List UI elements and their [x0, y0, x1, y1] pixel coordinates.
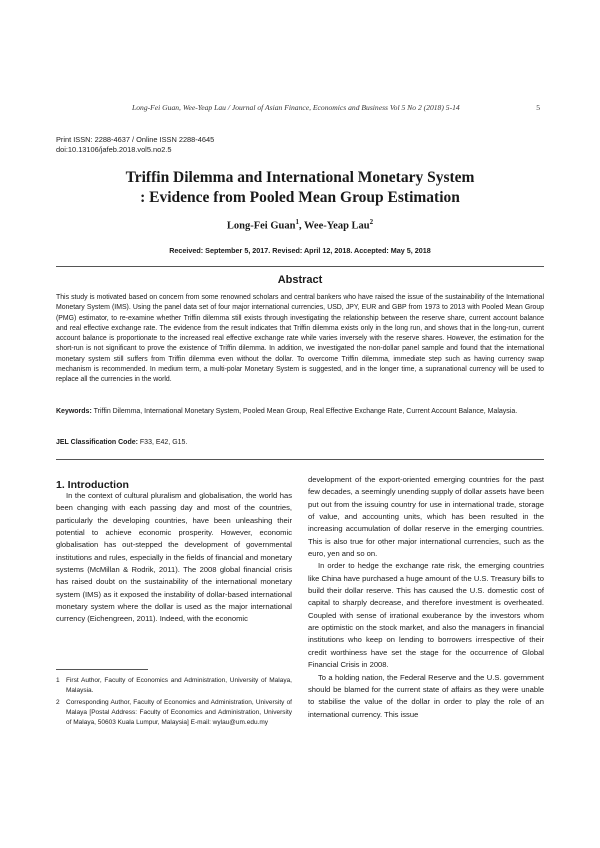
keywords-text: Triffin Dilemma, International Monetary System, Pooled Mean Group, Real Effective Exchange Rate, Current Account Balance, Malaysia.: [91, 408, 518, 415]
issn-block: [56, 135, 214, 155]
abstract-body: This study is motivated based on concern from some renowned scholars and central bankers who have raised the issue of the sustainability of the International Monetary System (IMS). Using the panel data set of four major international currencies, USD, JPY, EUR and GBP from 1973 to 2013 with Pooled Mean Group (PMG) estimator, to re-examine whether Triffin dilemma still exists through investigating the relationship between the reserve share, current account balance and real effective exchange rate. The evidence from the result indicates that Triffin dilemma exists only in the long run, and shows that in the long-run, current account balance is proportionate to the increased real effective exchange rate while varies inversely with the reserve shares. However, the estimation for the short-run is not significant to prove the existence of Triffin dilemma. In addition, we investigated the non-dollar panel sample and found that the international monetary system still suffers from Triffin dilemma even without the dollar. To overcome Triffin dilemma, immediate step such as having currency swap mechanism is recommended. In medium term, a multi-polar Monetary System is suggested, and in the longer time, a supranational currency will be used to replace all the currencies in the world.: [56, 294, 544, 384]
section-heading-introduction: 1. Introduction: [56, 479, 129, 491]
footnote-rule: [56, 669, 148, 670]
author-1-affiliation-mark: 1: [295, 218, 299, 226]
left-column: [56, 490, 292, 626]
doi-line[interactable]: doi:10.13106/jafeb.2018.vol5.no2.5: [56, 145, 172, 154]
title-line-2: : Evidence from Pooled Mean Group Estimation: [140, 189, 460, 206]
jel-codes: F33, E42, G15.: [137, 439, 188, 446]
title-line-1: Triffin Dilemma and International Monetary System: [125, 169, 475, 186]
body-paragraph: In order to hedge the exchange rate risk, the emerging countries like China have purchased a huge amount of the U.S. Treasury bills to build their dollar reserve. This has caused the U.S. domestic cost of capital to sharply decrease, and therefore investment is overheated. Coupled with sense of irrational exuberance by the investors whom are optimistic on the stock market, and also the managers in financial institutions who keep on lending to borrowers irrespective of their credit worthiness have set the stage for the occurrence of Global Financial Crisis in 2008.: [308, 561, 544, 670]
footnote-text: First Author, Faculty of Economics and Administration, University of Malaya, Malaysia.: [66, 677, 292, 694]
keywords-label: Keywords:: [56, 408, 92, 415]
received-dates: Received: September 5, 2017. Revised: April 12, 2018. Accepted: May 5, 2018: [169, 246, 431, 255]
body-paragraph: In the context of cultural pluralism and globalisation, the world has been changing with each passing day and most of the countries, particularly the developing countries, have been unleashing their potential to achieve economic prosperity. However, economic globalisation has out-stepped the development of governmental institutions and rules, especially in the fields of financial and monetary systems (McMillan & Rodrik, 2011). The 2008 global financial crisis has raised doubt on the sustainability of the international monetary system (IMS) as it exposed the instability of dollar-based international monetary system where the dollar is used as the major international currency (Eichengreen, 2011). Indeed, with the economic: [56, 491, 292, 624]
keywords: [56, 407, 544, 418]
footnote-2: [56, 698, 292, 727]
author-2-affiliation-mark: 2: [369, 218, 374, 226]
footnote-text: Corresponding Author, Faculty of Economics and Administration, University of Malaya [Postal Address: Faculty of Economics and Administration, University of Malaya, 50603 Kuala Lumpur, Malaysia] E-mail: wylau@um.edu.my: [66, 699, 292, 726]
body-paragraph: To a holding nation, the Federal Reserve and the U.S. government should be blamed for the current state of affairs as they were unable to stabilise the value of the dollar in order to play the role of an international currency. This issue: [308, 672, 544, 719]
jel-classification: [56, 439, 544, 446]
page-number: 5: [536, 103, 540, 112]
jel-label: JEL Classification Code:: [56, 439, 138, 446]
author-list: [40, 218, 560, 232]
running-head-text: Long-Fei Guan, Wee-Yeap Lau / Journal of Asian Finance, Economics and Business Vol 5 No 2 (2018) 5-14: [132, 103, 460, 112]
author-2-name: Wee-Yeap Lau: [304, 220, 370, 232]
author-separator: ,: [298, 220, 304, 232]
footnotes: [56, 676, 292, 731]
abstract-bottom-rule: [56, 459, 544, 460]
author-1-name: Long-Fei Guan: [226, 220, 296, 232]
issn-line: Print ISSN: 2288-4637 / Online ISSN 2288-4645: [56, 135, 215, 144]
footnote-number: 2: [56, 699, 60, 707]
abstract-heading: Abstract: [277, 274, 323, 286]
body-paragraph: development of the export-oriented emerging countries for the past few decades, a seemingly unending supply of dollar assets have been put out from the issuing country for use in international trade, storage of value, and accounting units, which has been resulted in the increasing accumulation of dollar reserve in the emerging countries. This is also true for other major international currencies, such as the euro, yen and so on.: [308, 475, 544, 559]
abstract-top-rule: [56, 266, 544, 267]
paper-title: [40, 168, 560, 208]
footnote-number: 1: [56, 677, 60, 684]
right-column: [308, 474, 544, 721]
footnote-1: [56, 676, 292, 695]
